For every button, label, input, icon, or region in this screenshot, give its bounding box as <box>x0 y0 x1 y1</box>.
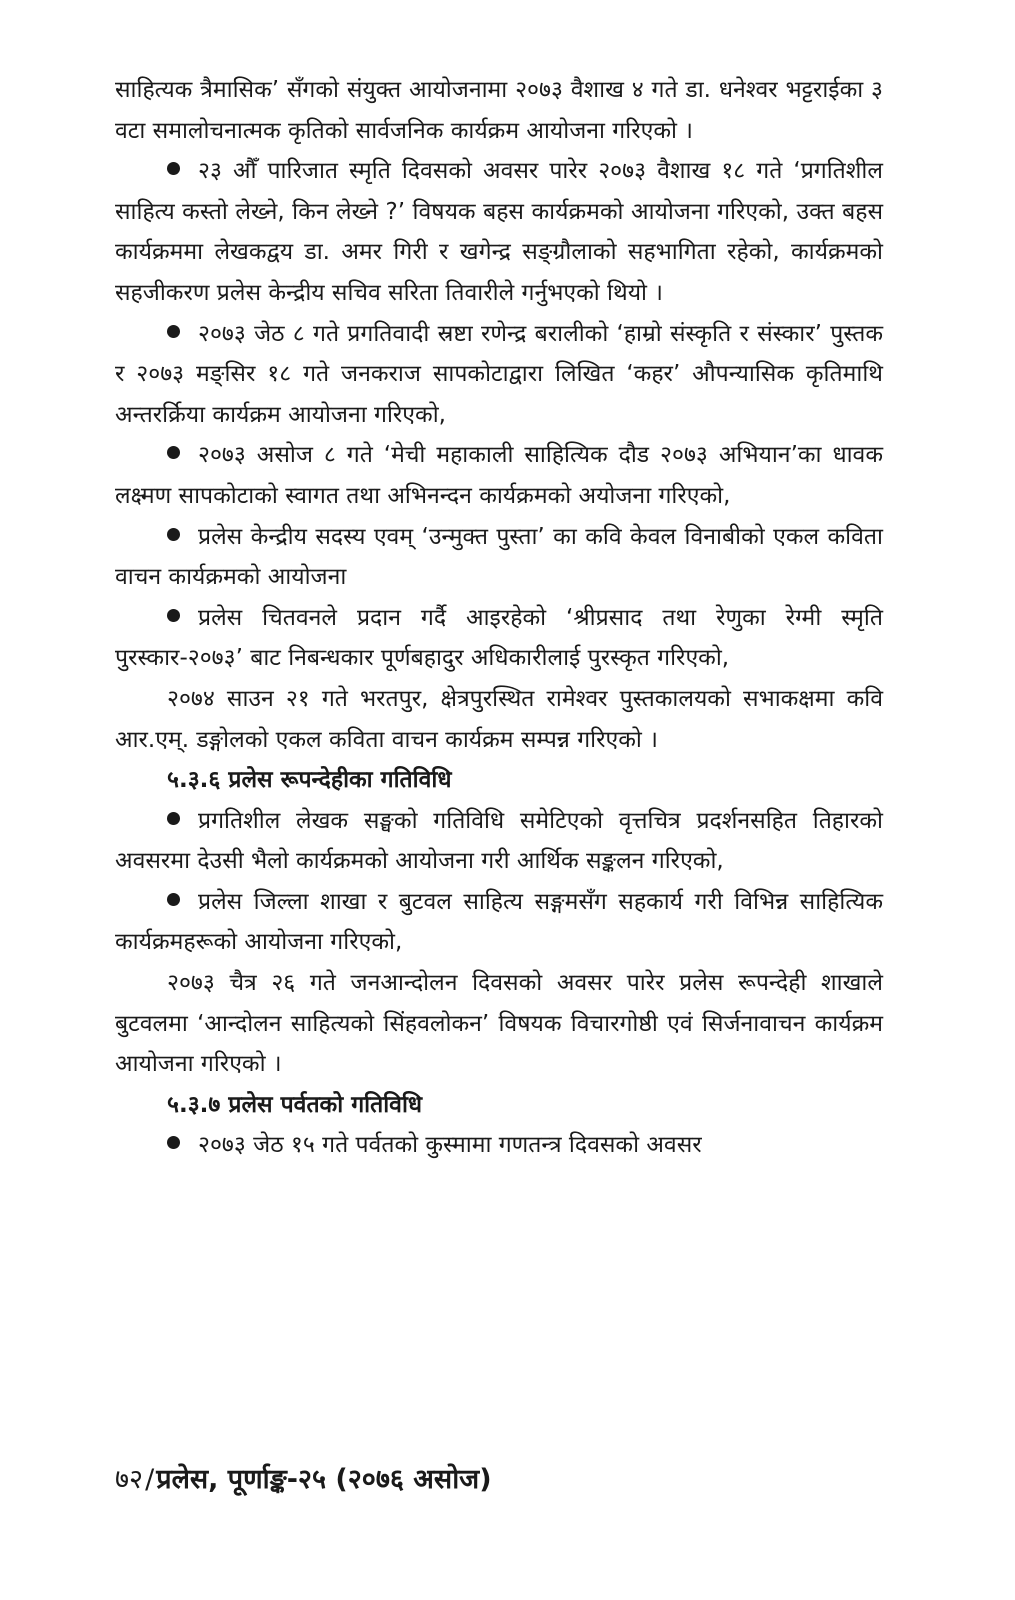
list-item-text: २०७३ जेठ ८ गते प्रगतिवादी स्रष्टा रणेन्द्र बरालीको ‘हाम्रो संस्कृति र संस्कार’ पुस्तक र २०७३ मङ्सिर १८ गते जनकराज सापकोटाद्वारा लिखित ‘कहर’ औपन्यासिक कृतिमाथि अन्तरर्क्रिया कार्यक्रम आयोजना गरिएको, <box>115 320 883 428</box>
list-item <box>115 314 883 436</box>
list-item <box>115 435 883 516</box>
list-item-text: प्रलेस चितवनले प्रदान गर्दै आइरहेको ‘श्रीप्रसाद तथा रेणुका रेग्मी स्मृति पुरस्कार-२०७३’ बाट निबन्धकार पूर्णबहादुर अधिकारीलाई पुरस्कृत गरिएको, <box>115 604 883 672</box>
bullet-icon <box>167 812 180 825</box>
list-item-text: प्रलेस जिल्ला शाखा र बुटवल साहित्य सङ्गमसँग सहकार्य गरी विभिन्न साहित्यिक कार्यक्रमहरूको आयोजना गरिएको, <box>115 888 883 956</box>
paragraph-continuation: साहित्यक त्रैमासिक’ सँगको संयुक्त आयोजनामा २०७३ वैशाख ४ गते डा. धनेश्वर भट्टराईका ३ वटा समालोचनात्मक कृतिको सार्वजनिक कार्यक्रम आयोजना गरिएको । <box>115 77 883 144</box>
footer-separator: / <box>145 1464 155 1495</box>
bullet-icon <box>167 325 180 338</box>
list-item-text: प्रगतिशील लेखक सङ्घको गतिविधि समेटिएको वृत्तचित्र प्रदर्शनसहित तिहारको अवसरमा देउसी भैलो कार्यक्रमको आयोजना गरी आर्थिक सङ्कलन गरिएको, <box>115 807 883 875</box>
list-item <box>115 1125 883 1166</box>
section-heading-rupandehi: ५.३.६ प्रलेस रूपन्देहीका गतिविधि <box>167 767 452 794</box>
paragraph: २०७३ चैत्र २६ गते जनआन्दोलन दिवसको अवसर पारेर प्रलेस रूपन्देही शाखाले बुटवलमा ‘आन्दोलन साहित्यको सिंहवलोकन’ विषयक विचारगोष्ठी एवं सिर्जनावाचन कार्यक्रम आयोजना गरिएको । <box>115 970 883 1078</box>
list-item <box>115 598 883 679</box>
issue-info: , पूर्णाङ्क-२५ (२०७६ असोज) <box>208 1464 492 1495</box>
page-footer <box>115 1462 492 1498</box>
bullet-icon <box>167 162 180 175</box>
list-item <box>115 151 883 313</box>
bullet-icon <box>167 609 180 622</box>
bullet-icon <box>167 446 180 459</box>
list-item <box>115 882 883 963</box>
page-body <box>115 70 883 1166</box>
page-number: ७२ <box>115 1464 144 1495</box>
list-item <box>115 801 883 882</box>
list-item-text: २३ औँ पारिजात स्मृति दिवसको अवसर पारेर २०७३ वैशाख १८ गते ‘प्रगतिशील साहित्य कस्तो लेख्ने, किन लेख्ने ?’ विषयक बहस कार्यक्रमको आयोजना गरिएको, उक्त बहस कार्यक्रममा लेखकद्वय डा. अमर गिरी र खगेन्द्र सङ्ग्रौलाको सहभागिता रहेको, कार्यक्रमको सहजीकरण प्रलेस केन्द्रीय सचिव सरिता तिवारीले गर्नुभएको थियो । <box>115 158 883 306</box>
bullet-icon <box>167 1136 180 1149</box>
list-item <box>115 517 883 598</box>
list-item-text: प्रलेस केन्द्रीय सदस्य एवम् ‘उन्मुक्त पुस्ता’ का कवि केवल विनाबीको एकल कविता वाचन कार्यक्रमको आयोजना <box>115 523 883 591</box>
paragraph: २०७४ साउन २१ गते भरतपुर, क्षेत्रपुरस्थित रामेश्वर पुस्तकालयको सभाकक्षमा कवि आर.एम्. डङ्गोलको एकल कविता वाचन कार्यक्रम सम्पन्न गरिएको । <box>115 685 883 753</box>
section-heading-parbat: ५.३.७ प्रलेस पर्वतको गतिविधि <box>167 1091 423 1118</box>
bullet-icon <box>167 893 180 906</box>
bullet-icon <box>167 528 180 541</box>
journal-name: प्रलेस <box>156 1464 209 1495</box>
list-item-text: २०७३ असोज ८ गते ‘मेची महाकाली साहित्यिक दौड २०७३ अभियान’का धावक लक्ष्मण सापकोटाको स्वागत तथा अभिनन्दन कार्यक्रमको अयोजना गरिएको, <box>115 442 883 509</box>
list-item-text: २०७३ जेठ १५ गते पर्वतको कुस्मामा गणतन्त्र दिवसको अवसर <box>198 1132 702 1159</box>
